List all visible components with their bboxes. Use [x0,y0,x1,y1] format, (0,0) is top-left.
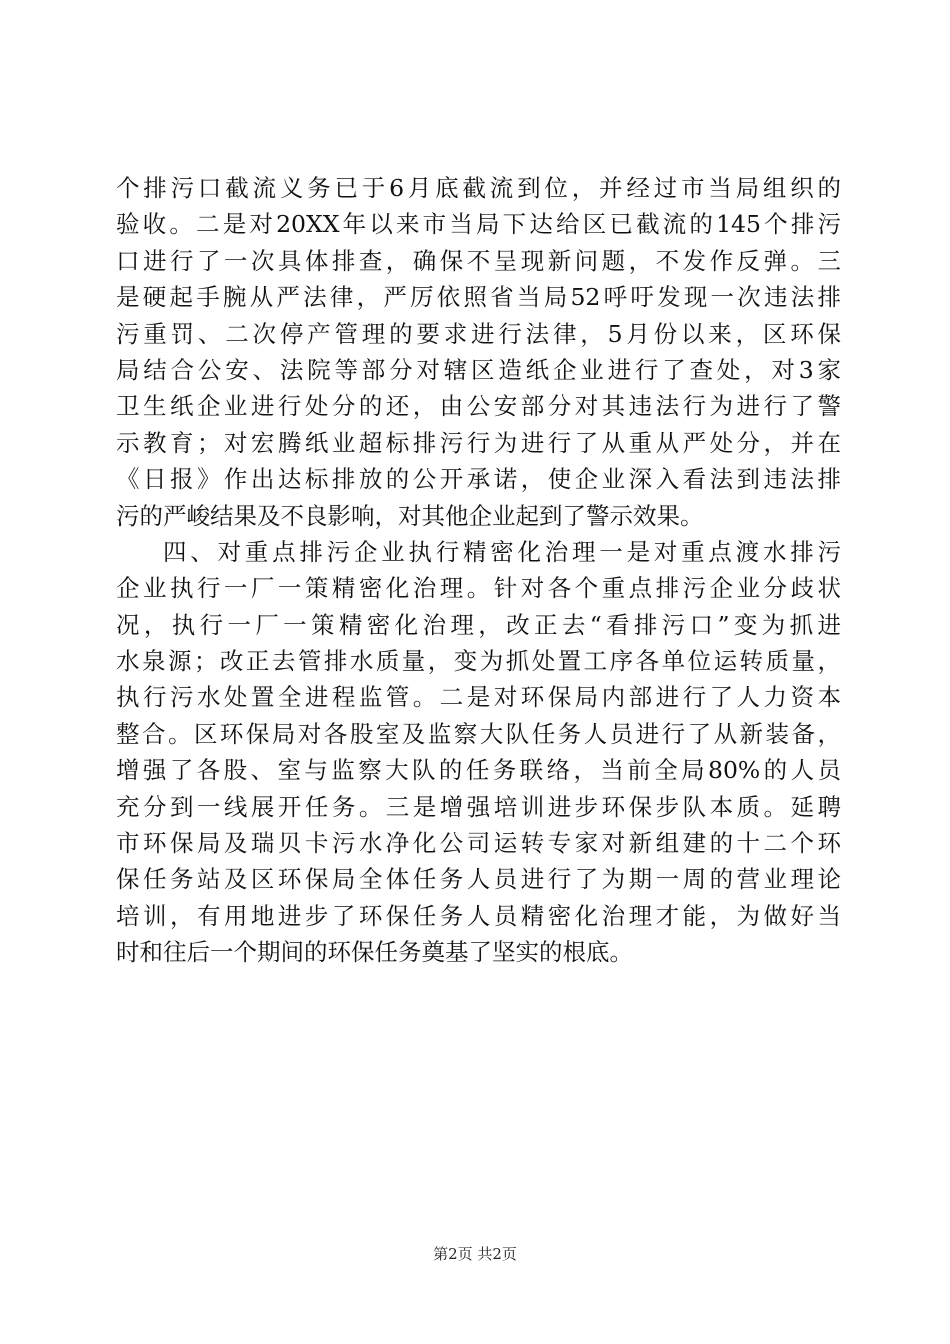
text-line: 污重罚、二次停产管理的要求进行法律，5月份以来，区环保 [116,319,841,348]
text-line: 示教育；对宏腾纸业超标排污行为进行了从重从严处分，并在 [116,428,841,457]
text-line: 是硬起手腕从严法律，严厉依照省当局52呼吁发现一次违法排 [116,283,841,312]
text-line: 充分到一线展开任务。三是增强培训进步环保步队本质。延聘 [116,792,841,821]
text-line-paragraph-end: 时和往后一个期间的环保任务奠基了坚实的根底。 [116,938,633,967]
text-line-paragraph-start: 四、对重点排污企业执行精密化治理一是对重点渡水排污 [163,537,841,566]
text-line: 验收。二是对20XX年以来市当局下达给区已截流的145个排污 [116,210,841,239]
text-line: 整合。区环保局对各股室及监察大队任务人员进行了从新装备， [116,719,841,748]
text-line-paragraph-end: 污的严峻结果及不良影响，对其他企业起到了警示效果。 [116,501,704,530]
page-footer: 第2页 共2页 [433,1245,517,1263]
text-line: 况，执行一厂一策精密化治理，改正去“看排污口”变为抓进 [116,610,841,639]
text-line: 个排污口截流义务已于6月底截流到位，并经过市当局组织的 [116,174,841,202]
text-line: 培训，有用地进步了环保任务人员精密化治理才能，为做好当 [116,901,841,930]
text-line: 水泉源；改正去管排水质量，变为抓处置工序各单位运转质量， [116,647,841,676]
text-line: 执行污水处置全进程监管。二是对环保局内部进行了人力资本 [116,683,841,712]
text-line: 局结合公安、法院等部分对辖区造纸企业进行了查处，对3家 [116,355,841,384]
text-line: 增强了各股、室与监察大队的任务联络，当前全局80%的人员 [116,756,841,785]
document-body [116,170,841,971]
text-line: 保任务站及区环保局全体任务人员进行了为期一周的营业理论 [116,865,841,894]
text-line: 口进行了一次具体排查，确保不呈现新问题，不发作反弹。三 [116,246,841,275]
text-line: 《日报》作出达标排放的公开承诺，使企业深入看法到违法排 [116,465,841,494]
text-line: 企业执行一厂一策精密化治理。针对各个重点排污企业分歧状 [116,574,841,603]
text-line: 卫生纸企业进行处分的还，由公安部分对其违法行为进行了警 [116,392,841,421]
text-line: 市环保局及瑞贝卡污水净化公司运转专家对新组建的十二个环 [116,829,841,858]
